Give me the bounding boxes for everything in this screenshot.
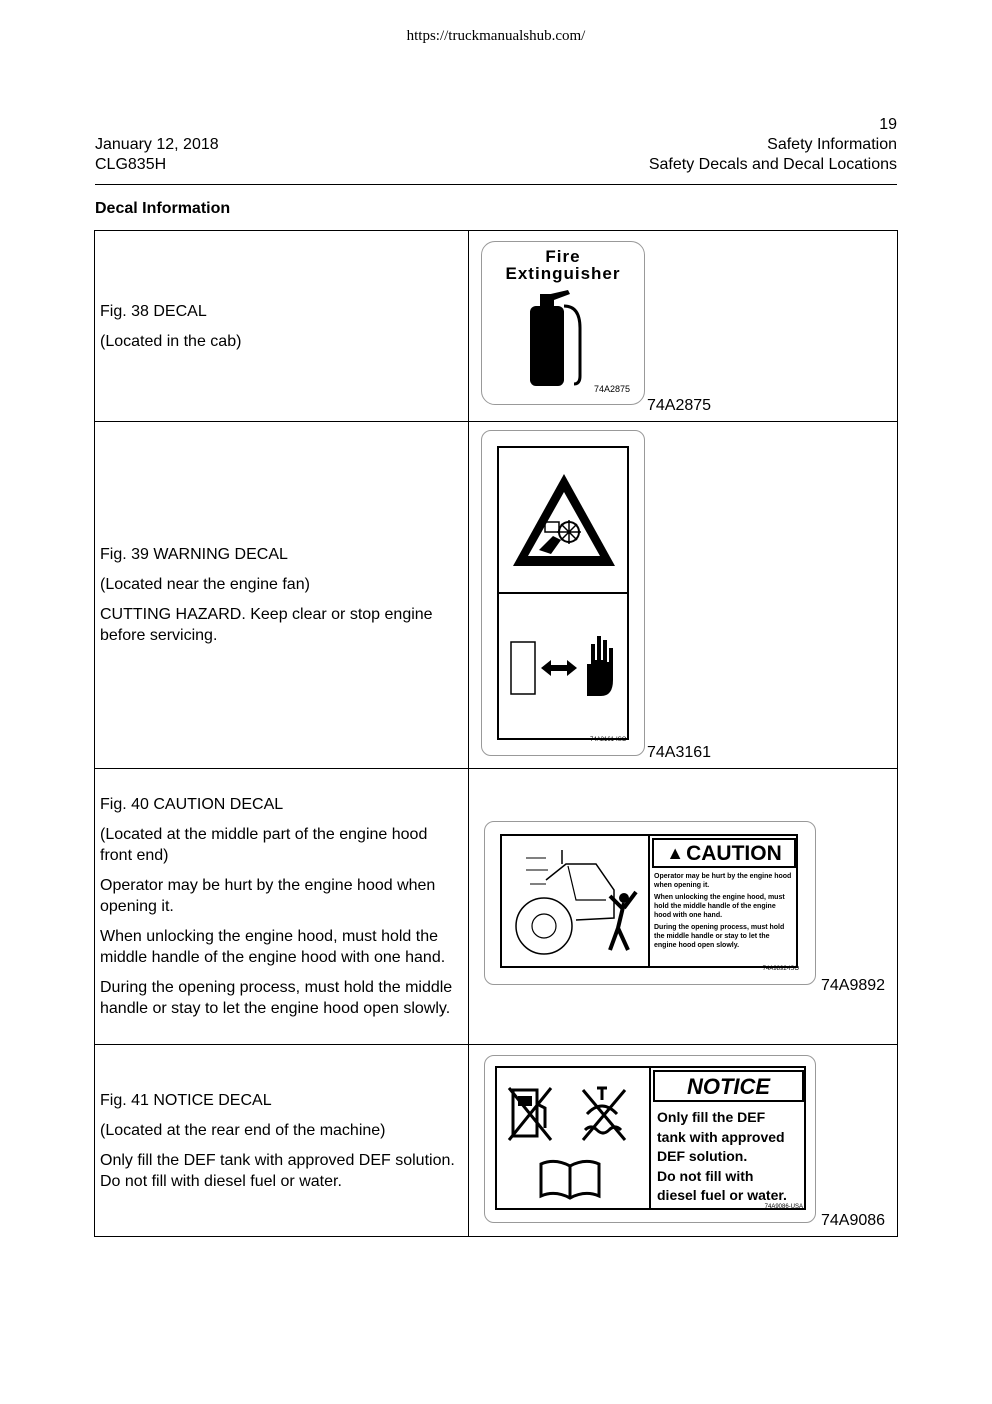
notice-panel xyxy=(649,1068,806,1208)
fire-extinguisher-decal xyxy=(481,241,645,405)
fire-extinguisher-icon xyxy=(520,288,600,388)
header-right xyxy=(649,115,897,175)
decal-image-cell xyxy=(469,1045,898,1237)
table-row xyxy=(95,769,898,1045)
notice-decal xyxy=(484,1055,816,1223)
decal-code: 74A9892 xyxy=(821,977,886,994)
decal-border xyxy=(495,1066,806,1210)
page-number: 19 xyxy=(879,116,897,133)
no-diesel-no-water-icon xyxy=(507,1084,637,1144)
source-url: https://truckmanualshub.com/ xyxy=(406,28,586,44)
decal-code: 74A2875 xyxy=(647,397,712,414)
decal-location: (Located near the engine fan) xyxy=(100,576,310,593)
cutting-hazard-icon xyxy=(509,470,619,570)
decal-text: CUTTING HAZARD. Keep clear or stop engine before servicing. xyxy=(100,606,433,644)
header-section: Safety Information xyxy=(767,136,897,153)
header-rule xyxy=(95,184,897,185)
decal-small-code: 74A3161-ISO xyxy=(590,737,627,743)
decal-border xyxy=(497,446,629,740)
warning-decal xyxy=(481,430,645,756)
decal-text: When unlocking the engine hood, must hold the middle handle of the engine hood with one hand. xyxy=(100,928,446,966)
caution-header: ▲ CAUTION xyxy=(652,838,796,868)
table-row xyxy=(95,422,898,769)
header-left xyxy=(95,135,219,175)
decal-code: 74A9086 xyxy=(821,1212,886,1229)
decal-small-code: 74A9086-USA xyxy=(764,1204,803,1210)
decal-location: (Located at the rear end of the machine) xyxy=(100,1121,386,1139)
manual-book-icon xyxy=(537,1158,603,1202)
caution-decal xyxy=(484,821,816,985)
decal-fig-label: Fig. 38 DECAL xyxy=(100,302,207,320)
caution-panel xyxy=(648,836,798,966)
keep-clear-hand-icon xyxy=(509,630,619,700)
table-row xyxy=(95,1045,898,1237)
decal-code: 74A3161 xyxy=(647,744,712,761)
table-row xyxy=(95,231,898,422)
decal-description xyxy=(95,1045,469,1237)
decal-table xyxy=(94,230,898,1237)
decal-description xyxy=(95,422,469,769)
header-subsection: Safety Decals and Decal Locations xyxy=(648,156,897,173)
notice-header: NOTICE xyxy=(653,1070,804,1102)
header-model: CLG835H xyxy=(95,156,167,173)
decal-description xyxy=(95,769,469,1045)
decal-image-cell xyxy=(469,769,898,1045)
warning-triangle-icon: ▲ xyxy=(666,842,685,863)
caution-text-1: Operator may be hurt by the engine hood when opening it. xyxy=(654,873,792,889)
engine-hood-hazard-icon xyxy=(506,840,646,962)
decal-divider xyxy=(499,592,627,594)
decal-location: (Located in the cab) xyxy=(100,332,242,350)
decal-small-code: 74A9892-ISO xyxy=(762,966,799,972)
header-date: January 12, 2018 xyxy=(95,136,219,153)
caution-text-2: When unlocking the engine hood, must hold the middle handle of the engine hood with one hand. xyxy=(654,894,785,919)
decal-small-code: 74A2875 xyxy=(593,384,630,394)
decal-title: Fire Extinguisher xyxy=(505,247,621,283)
decal-fig-label: Fig. 41 NOTICE DECAL xyxy=(100,1091,272,1109)
decal-image-cell xyxy=(469,422,898,769)
decal-text: Only fill the DEF tank with approved DEF solution. Do not fill with diesel fuel or water. xyxy=(100,1151,455,1190)
decal-border xyxy=(500,834,798,968)
decal-location: (Located at the middle part of the engine hood front end) xyxy=(100,826,428,864)
notice-text: Only fill the DEF tank with approved DEF solution. Do not fill with diesel fuel or water. xyxy=(657,1109,787,1203)
caution-text-3: During the opening process, must hold the middle handle or stay to let the engine hood open slowly. xyxy=(654,924,785,949)
decal-fig-label: Fig. 40 CAUTION DECAL xyxy=(100,796,284,813)
section-title: Decal Information xyxy=(95,200,231,217)
decal-image-cell xyxy=(469,231,898,422)
decal-fig-label: Fig. 39 WARNING DECAL xyxy=(100,546,288,563)
decal-description xyxy=(95,231,469,422)
decal-text: Operator may be hurt by the engine hood when opening it. xyxy=(100,877,436,915)
decal-text: During the opening process, must hold the middle handle or stay to let the engine hood open slowly. xyxy=(100,979,453,1017)
